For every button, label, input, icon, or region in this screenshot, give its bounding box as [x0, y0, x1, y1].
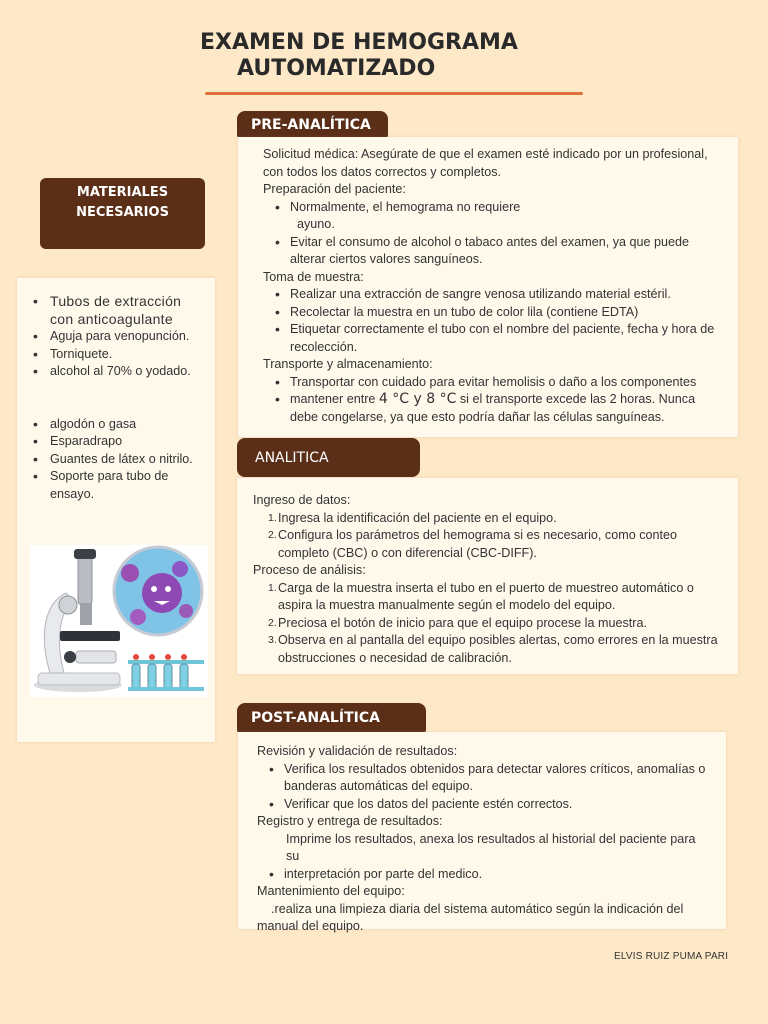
- list-item: [253, 615, 718, 633]
- list-item: • Evitar el consumo de alcohol o tabaco antes del examen, ya que puede alterar ciertos valores sanguíneos.: [263, 234, 718, 269]
- transporte-list: [263, 374, 718, 427]
- list-item: • Verificar que los datos del paciente estén correctos.: [257, 796, 706, 814]
- list-item: [253, 527, 718, 562]
- tab-pre-analitica-label: PRE-ANALÍTICA: [251, 116, 371, 133]
- materiales-heading-line-1: MATERIALES: [76, 185, 169, 200]
- proceso-list: [253, 580, 718, 668]
- tab-post-analitica: [237, 703, 426, 733]
- materiales-heading: [40, 178, 205, 249]
- tab-post-analitica-label: POST-ANALÍTICA: [251, 710, 380, 726]
- list-item: • Guantes de látex o nitrilo.: [27, 451, 205, 469]
- list-item: • alcohol al 70% o yodado.: [27, 363, 205, 381]
- analitica-card: [237, 478, 738, 674]
- microscope-illustration: [30, 545, 208, 697]
- list-item: • Normalmente, el hemograma no requiere: [263, 199, 718, 217]
- pre-analitica-card: [238, 137, 738, 437]
- item-text: Ingresa la identificación del paciente en el equipo.: [278, 510, 557, 525]
- registro-list: [257, 866, 706, 884]
- list-item: [263, 391, 718, 426]
- title-line-2: AUTOMATIZADO: [237, 56, 436, 81]
- ingreso-list: [253, 510, 718, 563]
- list-item: • Aguja para venopunción.: [27, 328, 205, 346]
- item-text: Configura los parámetros del hemograma si es necesario, como conteo completo (CBC) o con diferencial (CBC-DIFF).: [278, 528, 678, 560]
- item-text: Preciosa el botón de inicio para que el equipo procese la muestra.: [278, 615, 647, 630]
- list-item: [253, 580, 718, 615]
- title-underline: [205, 92, 583, 95]
- item-text: Carga de la muestra inserta el tubo en el puerto de muestreo automático o aspira la muestra manualmente según el modelo del equipo.: [278, 580, 694, 612]
- transporte-text-b: si el transporte excede las 2 horas. Nunca debe congelarse, ya que esto podría dañar las células sanguíneas.: [290, 392, 696, 424]
- preparacion-heading: Preparación del paciente:: [263, 182, 406, 196]
- list-item: [253, 632, 718, 667]
- post-analitica-card: [238, 732, 726, 933]
- transporte-heading: Transporte y almacenamiento:: [263, 357, 433, 371]
- list-item: • Realizar una extracción de sangre venosa utilizando material estéril.: [263, 286, 718, 304]
- proceso-heading: Proceso de análisis:: [253, 563, 366, 577]
- ingreso-heading: Ingreso de datos:: [253, 493, 351, 507]
- list-item: • Etiquetar correctamente el tubo con el nombre del paciente, fecha y hora de recolección.: [263, 321, 718, 356]
- list-item: • Transportar con cuidado para evitar hemolisis o daño a los componentes: [263, 374, 718, 392]
- toma-heading: Toma de muestra:: [263, 269, 364, 284]
- preparacion-list: [263, 199, 718, 217]
- item-number: 2.: [268, 616, 277, 629]
- page-title: [200, 30, 600, 82]
- author-name: ELVIS RUIZ PUMA PARI: [614, 951, 729, 962]
- item-number: 2.: [268, 529, 277, 541]
- list-item: [253, 510, 718, 528]
- title-line-1: EXAMEN DE HEMOGRAMA: [200, 30, 518, 55]
- item-number: 3.: [268, 634, 277, 646]
- materiales-list-2: [27, 416, 205, 504]
- item-number: 1.: [268, 581, 277, 594]
- list-item: • Tubos de extracción con anticoagulante: [27, 292, 205, 328]
- revision-heading: Revisión y validación de resultados:: [257, 744, 458, 758]
- tab-pre-analitica: [237, 111, 388, 138]
- preparacion-list-2: [263, 234, 718, 269]
- mantenimiento-text: .realiza una limpieza diaria del sistema automático según la indicación del manual del equipo.: [257, 901, 684, 933]
- item-text: Observa en al pantalla del equipo posibles alertas, como errores en la muestra obstrucciones o necesidad de calibración.: [278, 633, 718, 665]
- mantenimiento-heading: Mantenimiento del equipo:: [257, 884, 405, 898]
- list-item: • interpretación por parte del medico.: [257, 866, 706, 884]
- item-number: 1.: [268, 511, 277, 524]
- materiales-list-1: [27, 292, 205, 381]
- tab-analitica-label: ANALITICA: [255, 449, 329, 466]
- list-item: • algodón o gasa: [27, 416, 205, 434]
- list-item: • Soporte para tubo de ensayo.: [27, 468, 205, 503]
- registro-heading: Registro y entrega de resultados:: [257, 814, 443, 828]
- materiales-heading-line-2: NECESARIOS: [76, 205, 169, 220]
- temperature-range: 4 °C y 8 °C: [378, 391, 457, 407]
- list-item: • Torniquete.: [27, 346, 205, 364]
- list-item: • Recolectar la muestra en un tubo de color lila (contiene EDTA): [263, 304, 718, 322]
- toma-list: [263, 286, 718, 356]
- tab-analitica: [237, 438, 420, 477]
- revision-list: [257, 761, 706, 814]
- registro-text: Imprime los resultados, anexa los resultados al historial del paciente para su: [286, 831, 696, 863]
- preparacion-continuation: ayuno.: [297, 217, 335, 231]
- solicitud-text: Solicitud médica: Asegúrate de que el examen esté indicado por un profesional, con todos los datos correctos y completos.: [263, 147, 708, 179]
- transporte-text-a: mantener entre: [290, 392, 379, 406]
- list-item: • Esparadrapo: [27, 433, 205, 451]
- list-item: • Verifica los resultados obtenidos para detectar valores críticos, anomalías o banderas automáticas del equipo.: [257, 761, 706, 796]
